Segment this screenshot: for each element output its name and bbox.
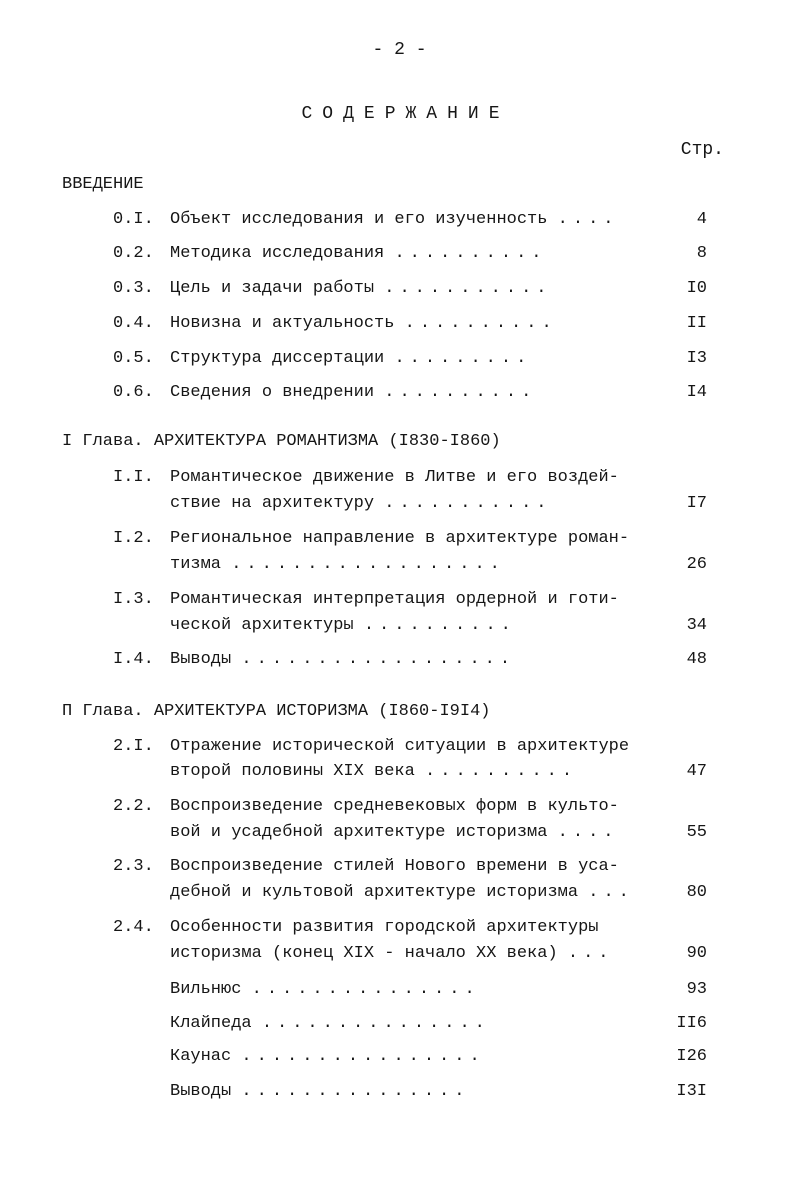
entry-title: Цель и задачи работы ........... <box>170 279 552 298</box>
entry-title-line2: историзма (конец XIX - начало XX века) ... <box>170 944 614 963</box>
entry-title: Структура диссертации ......... <box>170 349 532 368</box>
entry-number: 0.5. <box>113 349 154 368</box>
entry-number: I.I. <box>113 468 154 487</box>
intro-heading: ВВЕДЕНИЕ <box>62 175 144 194</box>
entry-number: 0.2. <box>113 244 154 263</box>
entry-page: II <box>686 314 707 333</box>
entry-title-line2: дебной и культовой архитектуре историзма ... <box>170 883 634 902</box>
page-title: СОДЕРЖАНИЕ <box>301 104 510 124</box>
entry-number: 0.3. <box>113 279 154 298</box>
entry-title-line1: Региональное направление в архитектуре роман- <box>170 529 630 548</box>
subentry-title: Каунас ................ <box>170 1047 485 1066</box>
subentry-title: Выводы ............... <box>170 1082 470 1101</box>
page-number: - 2 - <box>372 40 427 60</box>
entry-number: 0.6. <box>113 383 154 402</box>
entry-page: 93 <box>686 980 707 999</box>
entry-page: I7 <box>686 494 707 513</box>
entry-page: 48 <box>686 650 707 669</box>
entry-page: 47 <box>686 762 707 781</box>
chapter-2-heading: П Глава. АРХИТЕКТУРА ИСТОРИЗМА (I860-I9I4) <box>62 702 491 721</box>
entry-number: I.3. <box>113 590 154 609</box>
subentry-title: Вильнюс ............... <box>170 980 480 999</box>
entry-page: I26 <box>676 1047 707 1066</box>
entry-number: 2.2. <box>113 797 154 816</box>
entry-page: II6 <box>676 1014 707 1033</box>
entry-number: 0.I. <box>113 210 154 229</box>
entry-title: Методика исследования .......... <box>170 244 547 263</box>
entry-page: 55 <box>686 823 707 842</box>
entry-title-line1: Романтическое движение в Литве и его воздей- <box>170 468 619 487</box>
entry-page: I4 <box>686 383 707 402</box>
entry-number: I.4. <box>113 650 154 669</box>
entry-page: 8 <box>696 244 707 263</box>
entry-page: I3 <box>686 349 707 368</box>
entry-number: I.2. <box>113 529 154 548</box>
entry-title-line1: Романтическая интерпретация ордерной и готи- <box>170 590 619 609</box>
entry-page: 34 <box>686 616 707 635</box>
entry-page: 26 <box>686 555 707 574</box>
entry-title-line1: Воспроизведение стилей Нового времени в уса- <box>170 857 619 876</box>
entry-page: 80 <box>686 883 707 902</box>
entry-page: I3I <box>676 1082 707 1101</box>
page-column-label: Стр. <box>680 140 724 160</box>
entry-title-line2: ствие на архитектуру ........... <box>170 494 552 513</box>
entry-page: 4 <box>696 210 707 229</box>
subentry-title: Клайпеда ............... <box>170 1014 490 1033</box>
entry-title-line2: тизма .................. <box>170 555 505 574</box>
entry-number: 2.4. <box>113 918 154 937</box>
entry-page: 90 <box>686 944 707 963</box>
entry-title: Объект исследования и его изученность .... <box>170 210 619 229</box>
entry-number: 2.I. <box>113 737 154 756</box>
entry-title-line2: ческой архитектуры .......... <box>170 616 516 635</box>
entry-title-line1: Воспроизведение средневековых форм в культо- <box>170 797 619 816</box>
chapter-1-heading: I Глава. АРХИТЕКТУРА РОМАНТИЗМА (I830-I860) <box>62 432 501 451</box>
entry-title: Сведения о внедрении .......... <box>170 383 537 402</box>
entry-title-line1: Отражение исторической ситуации в архитектуре <box>170 737 630 756</box>
entry-title: Новизна и актуальность .......... <box>170 314 557 333</box>
entry-number: 2.3. <box>113 857 154 876</box>
entry-title-line1: Особенности развития городской архитектуры <box>170 918 599 937</box>
entry-number: 0.4. <box>113 314 154 333</box>
entry-title-line2: второй половины XIX века .......... <box>170 762 578 781</box>
entry-title: Выводы .................. <box>170 650 516 669</box>
entry-title-line2: вой и усадебной архитектуре историзма .... <box>170 823 619 842</box>
entry-page: I0 <box>686 279 707 298</box>
